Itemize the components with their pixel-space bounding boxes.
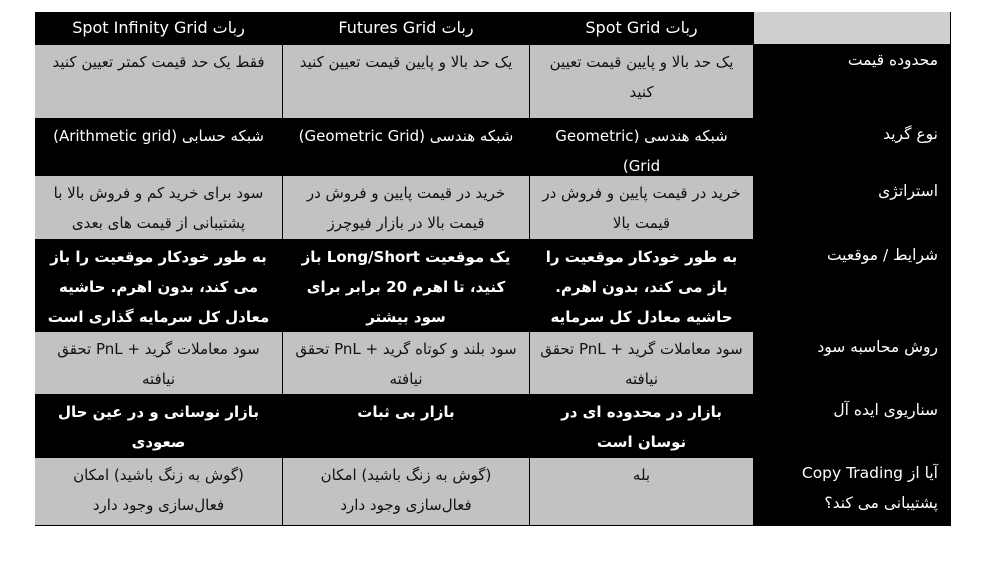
header-futures-grid: ربات Futures Grid bbox=[283, 12, 530, 45]
cell-profit-calc-futures: سود بلند و کوتاه گرید + PnL تحقق نیافته bbox=[283, 332, 530, 395]
cell-ideal-scenario-spot-infinity: بازار نوسانی و در عین حال صعودی bbox=[35, 395, 283, 458]
cell-price-range-spot-infinity: فقط یک حد قیمت کمتر تعیین کنید bbox=[35, 45, 283, 119]
row-label-copy-trading: آیا از Copy Trading پشتیبانی می کند؟ bbox=[754, 458, 951, 526]
header-spot-infinity-grid: ربات Spot Infinity Grid bbox=[35, 12, 283, 45]
cell-strategy-futures: خرید در قیمت پایین و فروش در قیمت بالا در بازار فیوچرز bbox=[283, 176, 530, 240]
row-label-profit-calc: روش محاسبه سود bbox=[754, 332, 951, 395]
cell-grid-type-futures: شبکه هندسی (Geometric Grid) bbox=[283, 119, 530, 176]
cell-profit-calc-spot: سود معاملات گرید + PnL تحقق نیافته bbox=[530, 332, 754, 395]
header-corner bbox=[754, 12, 951, 45]
cell-strategy-spot-infinity: سود برای خرید کم و فروش بالا با پشتیبانی از قیمت های بعدی bbox=[35, 176, 283, 240]
row-label-grid-type: نوع گرید bbox=[754, 119, 951, 176]
row-label-price-range: محدوده قیمت bbox=[754, 45, 951, 119]
cell-price-range-spot: یک حد بالا و پایین قیمت تعیین کنید bbox=[530, 45, 754, 119]
cell-position-futures: یک موقعیت Long/Short باز کنید، تا اهرم 20 برابر برای سود بیشتر bbox=[283, 240, 530, 332]
cell-profit-calc-spot-infinity: سود معاملات گرید + PnL تحقق نیافته bbox=[35, 332, 283, 395]
row-label-strategy: استراتژی bbox=[754, 176, 951, 240]
cell-ideal-scenario-futures: بازار بی ثبات bbox=[283, 395, 530, 458]
cell-strategy-spot: خرید در قیمت پایین و فروش در قیمت بالا bbox=[530, 176, 754, 240]
cell-grid-type-spot: شبکه هندسی (Geometric Grid) bbox=[530, 119, 754, 176]
cell-ideal-scenario-spot: بازار در محدوده ای در نوسان است bbox=[530, 395, 754, 458]
cell-copy-trading-spot: بله bbox=[530, 458, 754, 526]
comparison-table bbox=[35, 12, 951, 526]
cell-price-range-futures: یک حد بالا و پایین قیمت تعیین کنید bbox=[283, 45, 530, 119]
cell-grid-type-spot-infinity: شبکه حسابی (Arithmetic grid) bbox=[35, 119, 283, 176]
cell-copy-trading-futures: (گوش به زنگ باشید) امکان فعال‌سازی وجود دارد bbox=[283, 458, 530, 526]
header-spot-grid: ربات Spot Grid bbox=[530, 12, 754, 45]
row-label-ideal-scenario: سناریوی ایده آل bbox=[754, 395, 951, 458]
cell-copy-trading-spot-infinity: (گوش به زنگ باشید) امکان فعال‌سازی وجود دارد bbox=[35, 458, 283, 526]
cell-position-spot: به طور خودکار موقعیت را باز می کند، بدون اهرم. حاشیه معادل کل سرمایه bbox=[530, 240, 754, 332]
cell-position-spot-infinity: به طور خودکار موقعیت را باز می کند، بدون اهرم. حاشیه معادل کل سرمایه گذاری است bbox=[35, 240, 283, 332]
row-label-position: شرایط / موقعیت bbox=[754, 240, 951, 332]
